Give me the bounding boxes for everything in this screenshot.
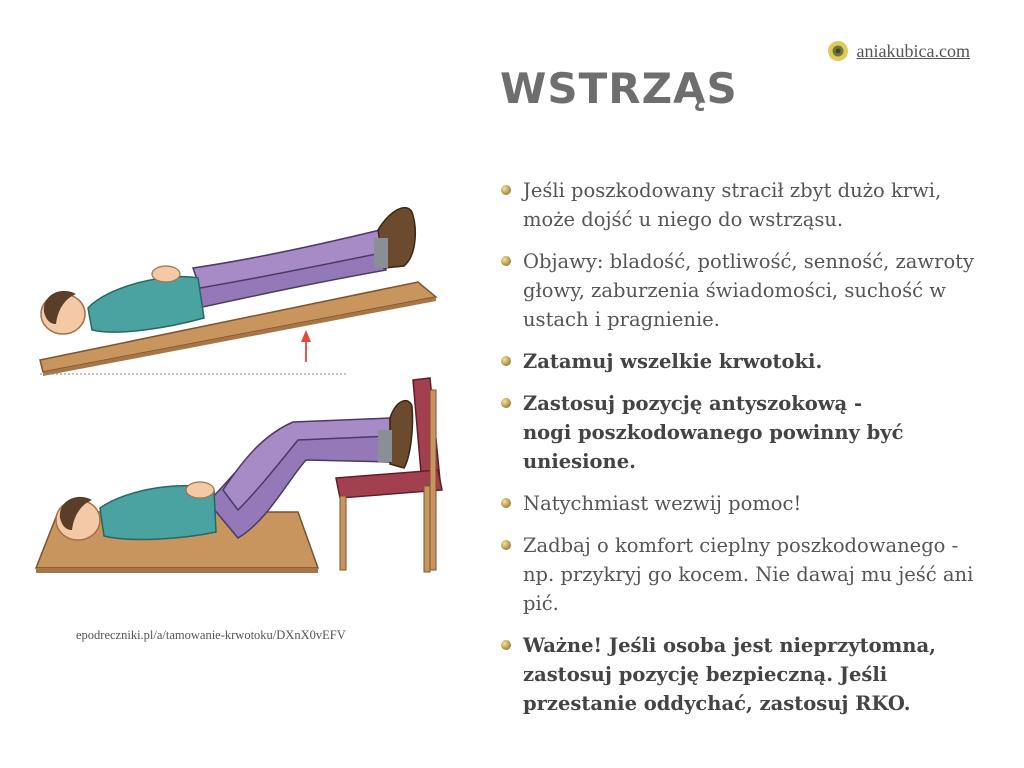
bullet-item — [500, 631, 980, 718]
bullet-dot-icon — [501, 356, 511, 366]
bullet-text: Zatamuj wszelkie krwotoki. — [523, 350, 823, 373]
bullet-item — [500, 489, 980, 518]
source-caption: epodreczniki.pl/a/tamowanie-krwotoku/DXnX0vEFV — [76, 628, 346, 642]
bullet-text: Ważne! Jeśli osoba jest nieprzytomna, zastosuj pozycję bezpieczną. Jeśli przestanie oddychać, zastosuj RKO. — [523, 634, 936, 715]
bullet-dot-icon — [501, 498, 511, 508]
bullet-text: Zadbaj o komfort cieplny poszkodowanego - np. przykryj go kocem. Nie dawaj mu jeść ani pić. — [523, 534, 974, 615]
bullet-dot-icon — [501, 640, 511, 650]
person-legs-on-chair — [36, 378, 442, 573]
bullet-item — [500, 531, 980, 618]
bullet-dot-icon — [501, 185, 511, 195]
bullet-text: Jeśli poszkodowany stracił zbyt dużo krwi, może dojść u niego do wstrząsu. — [523, 179, 942, 231]
sunflower-logo-icon — [827, 40, 849, 62]
bullet-dot-icon — [501, 540, 511, 550]
bullet-text: Zastosuj pozycję antyszokową - nogi poszkodowanego powinny być uniesione. — [523, 392, 904, 473]
page-title: WSTRZĄS — [500, 64, 738, 113]
bullet-text: Objawy: bladość, potliwość, senność, zawroty głowy, zaburzenia świadomości, suchość w ustach i pragnienie. — [523, 250, 975, 331]
bullet-dot-icon — [501, 398, 511, 408]
bullet-item — [500, 347, 980, 376]
bullet-list — [500, 176, 980, 731]
bullet-dot-icon — [501, 256, 511, 266]
bullet-item — [500, 389, 980, 476]
brand — [827, 40, 970, 62]
person-on-tilted-board — [40, 208, 436, 376]
shock-position-illustration — [18, 190, 458, 590]
red-up-arrow-icon — [301, 330, 311, 342]
chair — [336, 378, 442, 572]
bullet-item — [500, 247, 980, 334]
bullet-text: Natychmiast wezwij pomoc! — [523, 492, 802, 515]
brand-link[interactable]: aniakubica.com — [856, 40, 970, 61]
bullet-item — [500, 176, 980, 234]
